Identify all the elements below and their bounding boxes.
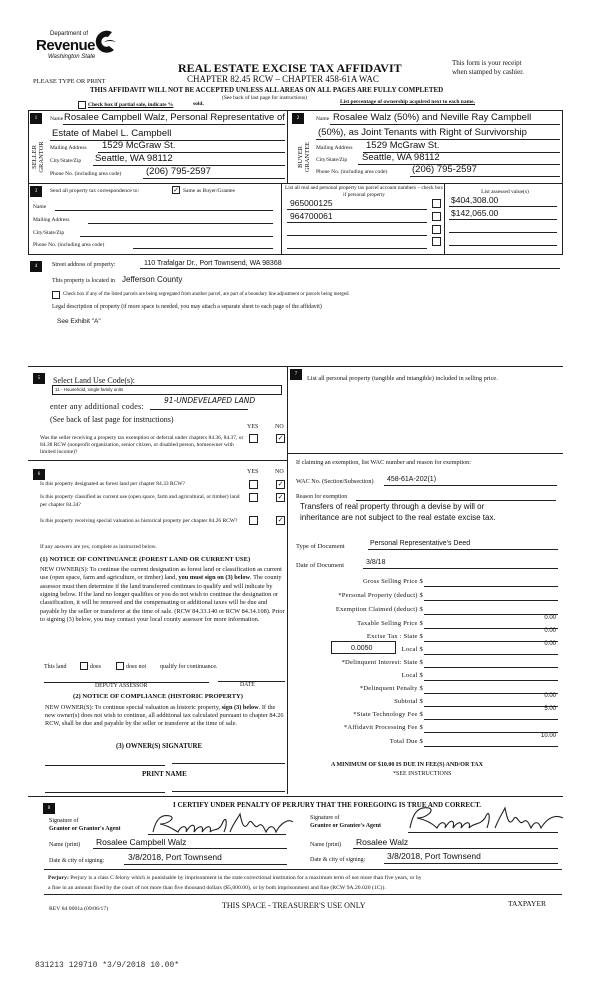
land-use-label: Select Land Use Code(s): [53,376,135,385]
grantee-print-name[interactable]: Rosalee Walz [356,837,409,847]
name-print-label: Name (print) [310,842,342,848]
fee-label: *State Technology Fee $ [353,711,423,718]
segregated-checkbox[interactable] [52,291,60,299]
wac-number[interactable]: 458-61A-202(1) [387,476,437,483]
fee-value[interactable]: 10.00 [540,733,556,739]
assessed-value[interactable]: $404,308.00 [451,195,499,205]
does-not-label: does not [126,664,147,670]
assessed-value[interactable]: $142,065.00 [451,208,499,218]
tax-rate: 0.0050 [351,645,373,652]
street-address[interactable]: 110 Trafalgar Dr., Port Townsend, WA 98368 [144,260,282,267]
fee-label: *Delinquent Interest: State $ [341,659,423,666]
seller-mailing-address[interactable]: 1529 McGraw St. [102,140,176,151]
partial-sale-label: Check box if partial sale, indicate % [88,102,174,108]
personal-property-checkbox[interactable] [432,237,441,246]
phone-label: Phone No. (including area code) [50,171,122,177]
minimum-note: A MINIMUM OF $10.00 IS DUE IN FEE(S) AND/OR TAX [331,762,483,768]
values-header: List assessed value(s) [481,189,529,195]
personal-property-checkbox[interactable] [432,225,441,234]
buyer-name-1[interactable]: Rosalee Walz (50%) and Neville Ray Campbell [333,112,532,123]
section-number: 6 [33,469,45,480]
current-use-no-checkbox[interactable]: ✓ [277,493,284,501]
section-number: 2 [292,113,304,124]
section-number: 3 [30,186,42,197]
perjury-text: Perjury is a class C felony which is punishable by imprisonment in the state correctional institution for a maximum term of not more than five years, or by [70,875,422,881]
notice-continuance-title: (1) NOTICE OF CONTINUANCE (FOREST LAND OR CURRENT USE) [40,556,251,563]
date-label: DATE [240,682,255,688]
historic-question: Is this property receiving special valuation as historical property per chapter 84.26 RCW? [40,518,238,524]
correspondence-label: Send all property tax correspondence to: [50,188,140,194]
fee-value[interactable]: 0.00 [544,641,556,647]
seller-name-1[interactable]: Rosalee Campbell Walz, Personal Representative of [64,112,285,123]
buyer-name-2[interactable]: (50%), as Joint Tenants with Right of Survivorship [318,127,527,138]
fee-label: *Delinquent Penalty $ [359,685,423,692]
date-city-label: Date & city of signing: [310,857,366,863]
segregated-label: Check box if any of the listed parcels are being segregated from another parcel, are part of a boundary line adjustment or parcels being merged. [63,292,350,297]
city-label: City/State/Zip [33,230,65,236]
ownership-pct-note: List percentage of ownership acquired next to each name. [340,99,475,105]
logo-dept: Department of [50,31,89,37]
located-label: This property is located in [52,278,115,284]
fee-label: Local $ [401,646,423,653]
if-yes-note: If any answers are yes, complete as instructed below. [40,544,157,550]
does-not-checkbox[interactable] [116,662,124,670]
perjury-line-2: a fine in an amount fixed by the court of not more than five thousand dollars ($5,000.00), or by both imprisonment and fine (RCW 9A.20.020 (1C)). [48,885,386,891]
wac-label: WAC No. (Section/Subsection) [296,478,374,485]
fee-value[interactable]: 0.00 [544,615,556,621]
notice-bold: you must sign on (3) below [178,574,251,582]
print-name-label: PRINT NAME [142,770,187,778]
deputy-assessor-label: DEPUTY ASSESSOR [95,683,148,689]
logo-state: Washington State [48,54,96,60]
doc-type[interactable]: Personal Representative's Deed [370,540,471,547]
signature-label: Grantee or Grantee's Agent [310,823,382,829]
form-warning: THIS AFFIDAVIT WILL NOT BE ACCEPTED UNLESS ALL AREAS ON ALL PAGES ARE FULLY COMPLETED [90,86,444,94]
reason-line-1[interactable]: Transfers of real property through a devise by will or [300,502,485,511]
name-label: Name [50,116,64,122]
reason-line-2[interactable]: inheritance are not subject to the real estate excise tax. [300,513,496,522]
fee-label: Total Due $ [389,738,423,745]
fee-label: Subtotal $ [394,698,423,705]
fee-label: Taxable Selling Price $ [357,620,423,627]
does-checkbox[interactable] [80,662,88,670]
owner-signature-label: (3) OWNER(S) SIGNATURE [116,743,202,750]
receipt-note-2: when stamped by cashier. [452,68,524,76]
fee-label: Excise Tax : State $ [366,633,423,640]
form-title: REAL ESTATE EXCISE TAX AFFIDAVIT [178,61,402,75]
same-as-buyer-label: Same as Buyer/Grantee [183,188,235,194]
signature-label: Signature of [49,818,79,824]
doc-date-label: Date of Document [296,562,345,569]
mail-label: Mailing Address [33,217,70,223]
notice-text: NEW OWNER(S): To continue special valuation as historic property, [45,704,221,711]
grantor-date-city[interactable]: 3/8/2018, Port Townsend [128,852,222,862]
section-number: 8 [43,803,55,814]
city-label: City/State/Zip [50,158,82,164]
personal-property-label: List all personal property (tangible and intangible) included in selling price. [307,375,498,382]
additional-codes-label: enter any additional codes: [50,402,145,411]
doc-date[interactable]: 3/8/18 [366,559,386,566]
name-label: Name [316,116,330,122]
seller-name-2[interactable]: Estate of Mabel L. Campbell [52,128,172,139]
fee-value[interactable]: 5.00 [544,706,556,712]
partial-sale-checkbox[interactable] [78,101,86,109]
seller-city[interactable]: Seattle, WA 98112 [95,153,173,164]
forest-yes-checkbox[interactable] [249,480,258,489]
additional-codes[interactable]: 91-UNDEVELAPED LAND [164,396,256,405]
parcel-number[interactable]: 964700061 [290,211,333,221]
does-label: does [90,664,101,670]
phone-label: Phone No. (including area code) [316,169,388,175]
fee-label: Exemption Claimed (deduct) $ [335,606,423,613]
personal-property-checkbox[interactable] [432,212,441,221]
notice-text: . If the new owner(s) does not wish to continue, all additional tax calculated pursuant to chapter 84.26 RCW, shall be due and payable by the seller or transferor at the time of sale. [45,704,284,728]
historic-yes-checkbox[interactable] [249,516,258,525]
buyer-phone[interactable]: (206) 795-2597 [412,164,477,175]
exemption-no-checkbox[interactable]: ✓ [277,434,284,442]
form-revision: REV 84 0001a (09/06/17) [49,906,109,912]
grantor-signature [148,810,298,838]
buyer-city[interactable]: Seattle, WA 98112 [362,152,440,163]
yes-header: YES [247,424,259,430]
certify-statement: I CERTIFY UNDER PENALTY OF PERJURY THAT THE FOREGOING IS TRUE AND CORRECT. [173,801,482,809]
grantee-signature [405,804,565,834]
name-label: Name [33,204,47,210]
see-instructions: *SEE INSTRUCTIONS [393,771,452,777]
section-number: 7 [290,369,302,380]
fee-value[interactable]: 0.00 [544,628,556,634]
no-header: NO [275,424,284,430]
city-label: City/State/Zip [316,157,348,163]
this-land-label: This land [44,664,67,670]
parcels-header: List all real and personal property tax parcel account numbers – check box if personal property [285,185,443,198]
exemption-label: If claiming an exemption, list WAC number and reason for exemption: [296,459,471,466]
notice-text: NEW OWNER(S): To continue the current designation as forest land or classification as current use (open space, farm and agriculture, or timber) land, [40,566,282,582]
see-back-label: (See back of last page for instructions) [50,415,174,424]
sold-label: sold. [193,101,204,107]
fee-value[interactable]: 0.00 [544,693,556,699]
signature-label: Signature of [310,815,340,821]
section-number: 4 [30,261,42,272]
buyer-mailing-address[interactable]: 1529 McGraw St. [366,140,440,151]
notice-continuance-text [40,566,285,625]
historic-no-checkbox[interactable]: ✓ [277,516,284,524]
yes-header: YES [247,469,259,475]
grantor-print-name[interactable]: Rosalee Campbell Walz [96,837,187,847]
forest-no-checkbox[interactable]: ✓ [277,480,284,488]
seller-phone[interactable]: (206) 795-2597 [146,166,211,177]
forest-question: Is this property designated as forest land per chapter 84.33 RCW? [40,481,185,487]
land-use-select[interactable] [52,385,282,395]
perjury-bold: Perjury: [48,875,69,881]
qualify-label: qualify for continuance. [160,664,218,670]
legal-label: Legal description of property (if more space is needed, you may attach a separate sheet to each page of the affidavit) [52,304,322,310]
notice-text: . The county assessor must then determine if the land transferred continues to qualify and will indicate by signing below. If the land no longer qualifies or you do not wish to continue the designation or classification, it will be removed and the compensating or additional taxes will be due and payable by the seller or transferor at the time of sale. (RCW 84.33.140 or RCW 84.34.108). Prior to signing (3) below, you may contact your local county assessor for more information. [40,574,285,624]
legal-description[interactable]: See Exhibit "A" [57,318,101,325]
street-label: Street address of property: [52,262,116,268]
land-use-code: 11 - Household, single family units [55,387,124,392]
seller-side-label: SELLER GRANTOR [31,141,45,173]
county[interactable]: Jefferson County [122,275,183,284]
mail-label: Mailing Address [50,145,87,151]
type-or-print: PLEASE TYPE OR PRINT [33,78,106,85]
reason-label: Reason for exemption [296,494,348,500]
see-back-note: (See back of last page for instructions) [222,95,307,101]
same-as-buyer-checkbox[interactable]: ✓ [173,186,179,194]
cashier-stamp: 831213 129710 *3/9/2018 10.00* [35,961,180,970]
phone-label: Phone No. (including area code) [33,242,105,248]
perjury-line-1 [48,876,422,882]
notice-compliance-title: (2) NOTICE OF COMPLIANCE (HISTORIC PROPERTY) [73,693,243,700]
current-use-yes-checkbox[interactable] [249,493,258,502]
receipt-note-1: This form is your receipt [452,59,522,67]
tax-rate-box[interactable] [331,641,396,654]
section-number: 1 [30,113,42,124]
fee-label: *Affidavit Processing Fee $ [343,724,423,731]
current-use-question: Is this property classified as current use (open space, farm and agricultural, or timber) land per chapter 84.34? [40,494,240,508]
mail-label: Mailing Address [316,145,353,151]
logo-revenue: Revenue [36,37,96,54]
grantee-date-city[interactable]: 3/8/2018, Port Townsend [387,851,481,861]
personal-property-checkbox[interactable] [432,199,441,208]
form-chapter: CHAPTER 82.45 RCW – CHAPTER 458-61A WAC [187,74,379,84]
fee-label: Local $ [401,672,423,679]
logo-swirl-icon [92,28,118,56]
treasurer-use-only: THIS SPACE - TREASURER'S USE ONLY [222,901,366,910]
section-number: 5 [33,373,45,384]
exemption-yes-checkbox[interactable] [249,434,258,443]
name-print-label: Name (print) [49,842,81,848]
notice-compliance-text [45,704,287,729]
doc-type-label: Type of Document [296,543,345,550]
parcel-number[interactable]: 965000125 [290,198,333,208]
taxpayer-copy-label: TAXPAYER [508,899,547,908]
date-city-label: Date & city of signing: [49,858,105,864]
signature-label: Grantor or Grantor's Agent [49,826,121,832]
no-header: NO [275,469,284,475]
fee-label: Gross Selling Price $ [362,578,423,585]
buyer-side-label: BUYER GRANTEE [297,141,311,173]
notice-bold: sign (3) below [221,704,259,711]
exemption-question: Was the seller receiving a property tax exemption or deferral under chapters 84.36, 84.37, or 84.38 RCW (nonprofit organization, senior citizen, or disabled person, homeowner with limited income)? [40,435,244,456]
fee-label: *Personal Property (deduct) $ [338,592,423,599]
